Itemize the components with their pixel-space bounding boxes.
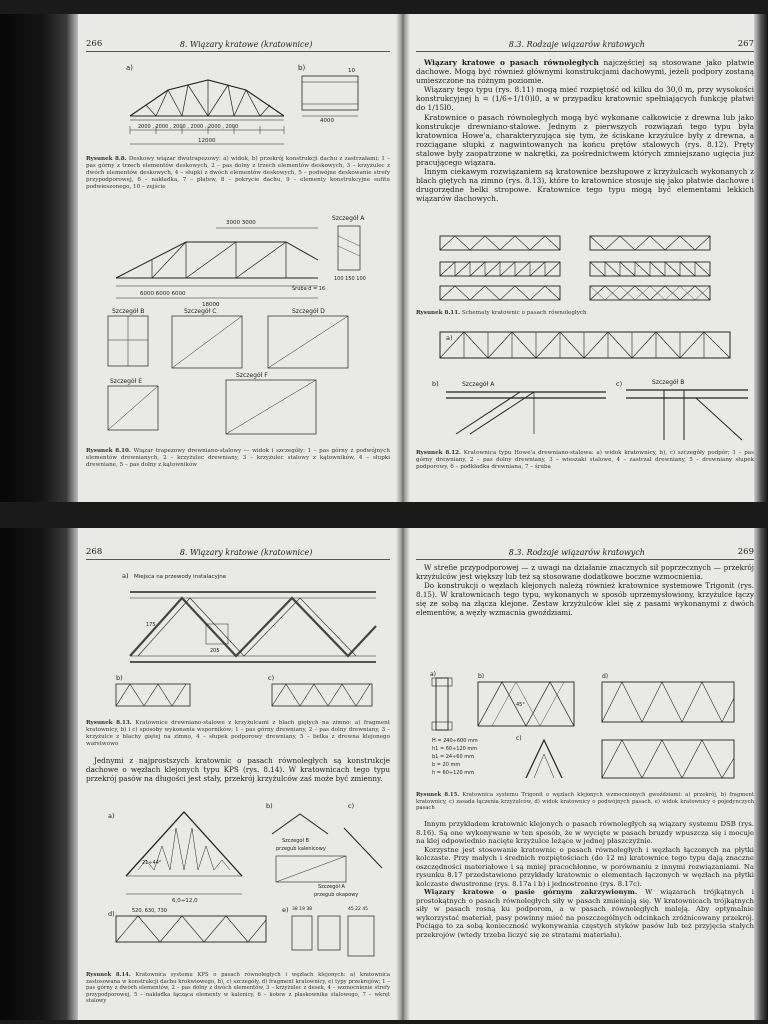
- dim-100-label: 100 150 100: [334, 276, 366, 282]
- caption-label: Rysunek 8.10.: [86, 448, 131, 454]
- paragraph: Jednymi z najprostszych kratownic o pasach równoległych są konstrukcje dachowe o węzłach klejonych typu KPS (rys. 8.14). W kratownicach tego typu przekrój pasów na długości jest stały, przekrój krzyżulców zaś może być zmienny.: [86, 756, 390, 783]
- szczegol-b-label: Szczegół B: [282, 838, 309, 844]
- caption-8-14: [86, 972, 390, 1005]
- running-title: 8. Wiązary kratowe (kratownice): [179, 548, 313, 557]
- running-head: [86, 546, 390, 560]
- paragraph: W strefie przypodporowej — z uwagi na działanie znacznych sił poprzecznych — przekrój krzyżulców jest większy lub też są stosowane dodatkowe boczne wzmocnienia.: [416, 563, 754, 581]
- trigonit-truss-drawing: [416, 668, 754, 788]
- paragraph: Wiązary tego typu (rys. 8.11) mogą mieć rozpiętość od kilku do 30,0 m, przy wysokości konstrukcyjnej h = (1/6÷1/10)l0, a w przypadku kratownic spełniających funkcję płatwi do 1/15l0.: [416, 85, 754, 113]
- running-head: [416, 546, 754, 560]
- h-spec: H = 240÷600 mm: [432, 738, 478, 744]
- body-text-268: [86, 756, 390, 783]
- dims-e: 38 19 38: [292, 907, 313, 912]
- caption-8-8: [86, 156, 390, 191]
- dims-text: 2000 , 2000 , 2000 , 2000 , 2000 , 2000: [138, 124, 239, 130]
- kps-truss-drawing: [86, 798, 390, 970]
- szczegol-a-label: Szczegół A: [462, 381, 495, 388]
- angle-label: 21÷44°: [142, 860, 162, 866]
- b1-spec: b1 = 24÷60 mm: [432, 754, 474, 760]
- label-c: c): [516, 735, 522, 742]
- caption-text: Deskowy wiązar dwutrapezowy: a) widok, b) przekrój konstrukcji dachu z zastrzałami; 1 – pas górny z trzech elementów deskowych, 2 – pas dolny z trzech elementów deskowych, 3 – krzyżulec z dwóch elementów deskowych, 4 – słupki z dwóch elementów deskowych, 5 – podwójne deskowanie strefy przypodporowej, 6 – nakładka, 7 – płatew, 8 – pokrycie dachu, 9 – elementy konstrukcyjne sufitu podwieszonego, 10 – zejście: [86, 156, 390, 190]
- page-number: 267: [737, 39, 754, 49]
- caption-8-10: [86, 448, 390, 469]
- szczegol-a-label: Szczegół A: [332, 215, 365, 222]
- caption-text: Kratownica typu Howe'a drewniano-stalowa: a) widok kratownicy, b), c) szczegóły podpór; 1 – pas górny drewniany, 2 – pas dolny drewniany, 3 – wieszaki stalowe, 4 – zastrzał drewniany, 5 – drewniany słupek podporowy, 6 – podkładka drewniana, 7 – śruba: [416, 450, 754, 470]
- body-text-267: [416, 58, 754, 204]
- caption-label: Rysunek 8.8.: [86, 156, 127, 162]
- paragraph-text: najczęściej są stosowane jako płatwie dachowe. Mogą być również głównymi konstrukcjami dachowymi, jeżeli podpory zostaną umieszczone na różnym poziomie.: [416, 58, 754, 86]
- przegub-okapowy-label: przegub okapowy: [314, 892, 359, 898]
- book-gutter: [396, 528, 410, 1020]
- miejsca-label: Miejsca na przewody instalacyjne: [134, 574, 227, 580]
- sruba-label: Śruba d = 16: [292, 286, 326, 292]
- angle-label: 45°: [516, 702, 525, 708]
- scan-shadow-left: [0, 14, 78, 502]
- caption-text: Kratownice drewniano-stalowe z krzyżulcami z blach giętych na zimno: a) fragment kratownicy, b) i c) sposoby wykonania wsporników; 1 – pas górny drewniany, 2 – pas dolny drewniany, 3 – krzyżulce z blachy giętej na zimno, 4 – słupek podporowy drewniany, 5 – belka z drewna klejonego warstwowo: [86, 720, 390, 747]
- figure-8-13: [86, 566, 390, 718]
- caption-text: Schematy kratownic o pasach równoległych: [461, 310, 587, 316]
- label-e: e): [282, 906, 289, 914]
- label-b: b): [432, 380, 439, 388]
- span-label: 6,0÷12,0: [172, 898, 198, 904]
- label-d: d): [108, 910, 115, 918]
- label-c: c): [268, 674, 275, 682]
- howe-truss-drawing: [416, 324, 754, 444]
- figure-8-15: [416, 668, 754, 788]
- page-267: [416, 14, 754, 502]
- label-a: a): [122, 572, 129, 580]
- page-number: 266: [86, 39, 103, 49]
- truss-drawing: [86, 58, 390, 154]
- caption-text: Kratownica systemu Trigonit o węzłach klejonych wzmocnionych gwoździami: a) przekrój, b) fragment kratownicy, c) zasada łączenia krzyżulców, d) widok kratownicy o podwójnych pasach, e) widok kratownicy o pojedynczych pasach: [416, 792, 755, 812]
- paragraph: Innym przykładem kratownic klejonych o pasach równoległych są wiązary systemu DSB (rys. 8.16). Są one wykonywane w ten sposób, że w wycięte w pasach bruzdy wpuszcza się i mocuje na klej odpowiednio nacięte krzyżulce leżące w jednej płaszczyźnie.: [416, 820, 754, 845]
- scan-shadow-right: [754, 528, 768, 1020]
- page-268: [86, 528, 390, 1020]
- figure-8-10: [86, 206, 390, 446]
- label-c: c): [348, 802, 355, 810]
- caption-text: Kratownica systemu KPS o pasach równoległych i węzłach klejonych: a) kratownica zastosowana w konstrukcji dachu krokwiowego, b), c) szczegóły, d) fragment kratownicy, e) typy przekrojów; 1 – pas górny z dwóch elementów, 2 – pas dolny z dwóch elementów, 3 – krzyżulec z desek, 4 – wzmocnienie strefy przypodporowej, 5 – nakładka łącząca elementy w kalenicy, 6 – kotew z płaskownika stalowego, 7 – wkręt stalowy: [86, 972, 391, 1005]
- page-number: 268: [86, 547, 103, 557]
- dim-top: 3000 3000: [226, 220, 256, 226]
- paragraph: [416, 58, 754, 85]
- dim-175: 175: [146, 622, 156, 628]
- dims-e2: 45 22 45: [348, 907, 369, 912]
- label-d: d): [602, 673, 609, 680]
- body-text-269-top: [416, 564, 754, 617]
- cold-formed-truss-drawing: [86, 566, 390, 718]
- caption-label: Rysunek 8.13.: [86, 720, 132, 726]
- label-b: b): [266, 802, 273, 810]
- paragraph: Innym ciekawym rozwiązaniem są kratownice bezsłupowe z krzyżulcach wykonanych z blach giętych na zimno (rys. 8.13), które to kratownice stosuje się jako płatwie dachowe i drugorzędne belki stropowe. Kratownice tego typu mogą być elementami lekkich wiązarów dachowych.: [416, 167, 754, 204]
- caption-label: Rysunek 8.12.: [416, 450, 461, 456]
- running-title: 8.3. Rodzaje wiązarów kratowych: [508, 548, 645, 557]
- szczegol-c-label: Szczegół C: [184, 308, 217, 315]
- running-title: 8.3. Rodzaje wiązarów kratowych: [508, 40, 645, 49]
- b-dim: 4000: [320, 118, 334, 124]
- figure-8-11: [430, 230, 740, 304]
- szczegol-b-label: Szczegół B: [652, 379, 685, 386]
- szczegol-e-label: Szczegół E: [110, 378, 142, 385]
- truss-details-drawing: [86, 206, 390, 446]
- book-gutter: [396, 14, 410, 502]
- paragraph: Korzystne jest stosowanie kratownic o pasach równoległych i węzłach łączonych na płytki kolczaste. Przy małych i średnich rozpiętościach (do 12 m) kratownice tego typu dają znaczne oszczędności materiałowe i są mniej pracochłonne, w porównaniu z innymi rozwiązaniami. Na rysunku 8.17 przedstawiono przykłady kratownic o elementach łączonych w węzłach na płytki kolczaste dwustronne (rys. 8.17a i b) i jednostronne (rys. 8.17c).: [416, 845, 754, 888]
- paragraph-lead: Wiązary kratowe o pasach równoległych: [424, 58, 599, 67]
- paragraph-text: W wiązarach trójkątnych i prostokątnych o pasach równoległych siły w pasach zmieniają się. W kratownicach trójkątnych siły w pasach rosną ku podporom, a w pasach równoległych maleją. Aby optymalnie wykorzystać materiał, pasy powinny mieć na poszczególnych odcinkach zróżnicowany przekrój. Pociąga to za sobą konieczność wykonywania częstych styków pasów lub też przyjęcia stałych przekrojów (wtedy trzeba liczyć się ze stratami materiału).: [416, 888, 754, 939]
- caption-8-11: [416, 310, 754, 317]
- figure-8-14: [86, 798, 390, 970]
- running-head: [86, 38, 390, 52]
- h-bottom-spec: h = 60÷120 mm: [432, 770, 474, 776]
- caption-text: Wiązar trapezowy drewniano-stalowy — widok i szczegóły: 1 – pas górny z podwójnych elementów drewnianych, 2 – krzyżulec drewniany, 3 – krzyżulec stalowy z kątowników, 4 – słupki drewniane, 5 – pas dolny z kątowników: [86, 448, 390, 468]
- caption-label: Rysunek 8.14.: [86, 972, 131, 978]
- total-dim: 18000: [202, 302, 220, 308]
- label-c: c): [616, 380, 623, 388]
- page-269: [416, 528, 754, 1020]
- przegub-kalenicowy-label: przegub kalenicowy: [276, 846, 326, 852]
- szczegol-b-label: Szczegół B: [112, 308, 145, 315]
- szczegol-d-label: Szczegół D: [292, 308, 325, 315]
- top-spread: [0, 14, 768, 502]
- label-b: b): [116, 674, 123, 682]
- body-text-269-bottom: [416, 820, 754, 939]
- dim-205: 205: [210, 648, 220, 654]
- caption-8-13: [86, 720, 390, 748]
- label-a: a): [430, 671, 437, 678]
- caption-label: Rysunek 8.15.: [416, 792, 460, 798]
- bottom-spread: [0, 528, 768, 1020]
- szczegol-a-label: Szczegół A: [318, 884, 345, 890]
- running-head: [416, 38, 754, 52]
- page-266: [86, 14, 390, 502]
- caption-8-12: [416, 450, 754, 471]
- running-title: 8. Wiązary kratowe (kratownice): [179, 40, 313, 49]
- paragraph: Kratownice o pasach równoległych mogą być wykonane całkowicie z drewna lub jako konstrukcje drewniano-stalowe. Jednym z pierwszych rozwiązań tego typu była kratownica Howe'a, charakteryzująca się tym, że ściskane krzyżulce były z drewna, a rozciągane słupki z nagwintowanych na końcu prętów stalowych (rys. 8.12). Pręty stalowe były zaopatrzone w nakrętki, za pośrednictwem których zmniejszano ugięcia już pracującego wiązara.: [416, 112, 754, 168]
- b-ten: 10: [348, 68, 355, 74]
- page-number: 269: [737, 547, 754, 557]
- paragraph-lead: Wiązary kratowe o pasie górnym zakrzywionym.: [424, 888, 638, 896]
- scan-shadow-right: [754, 14, 768, 502]
- label-a: a): [108, 812, 115, 820]
- szczegol-f-label: Szczegół F: [236, 372, 268, 379]
- dims-d: 520, 630, 730: [132, 908, 167, 914]
- caption-8-15: [416, 792, 754, 812]
- dim-bottom: 6000 6000 6000: [140, 291, 186, 297]
- paragraph: [416, 888, 754, 939]
- figure-8-12: [416, 324, 754, 444]
- label-b: b): [478, 673, 485, 680]
- paragraph: Do konstrukcji o węzłach klejonych należą również kratownice systemowe Trigonit (rys. 8.15). W kratownicach tego typu, wykonanych w sposób uprzemysłowiony, krzyżulce łączy się ze sobą na złącza klejone. Zestaw krzyżulców klei się z pasami wykonanymi z dwóch elementów, a węzły wzmacnia gwoździami.: [416, 580, 754, 617]
- h1-spec: h1 = 60÷120 mm: [432, 746, 478, 752]
- scan-shadow-left: [0, 528, 78, 1020]
- b-spec: b = 20 mm: [432, 762, 461, 768]
- label-b: b): [298, 64, 306, 72]
- label-a: a): [446, 334, 453, 342]
- label-a: a): [126, 64, 134, 72]
- figure-8-8: [86, 58, 390, 154]
- caption-label: Rysunek 8.11.: [416, 310, 461, 316]
- parallel-truss-schemes: [430, 230, 740, 304]
- total-dim: 12000: [198, 138, 216, 144]
